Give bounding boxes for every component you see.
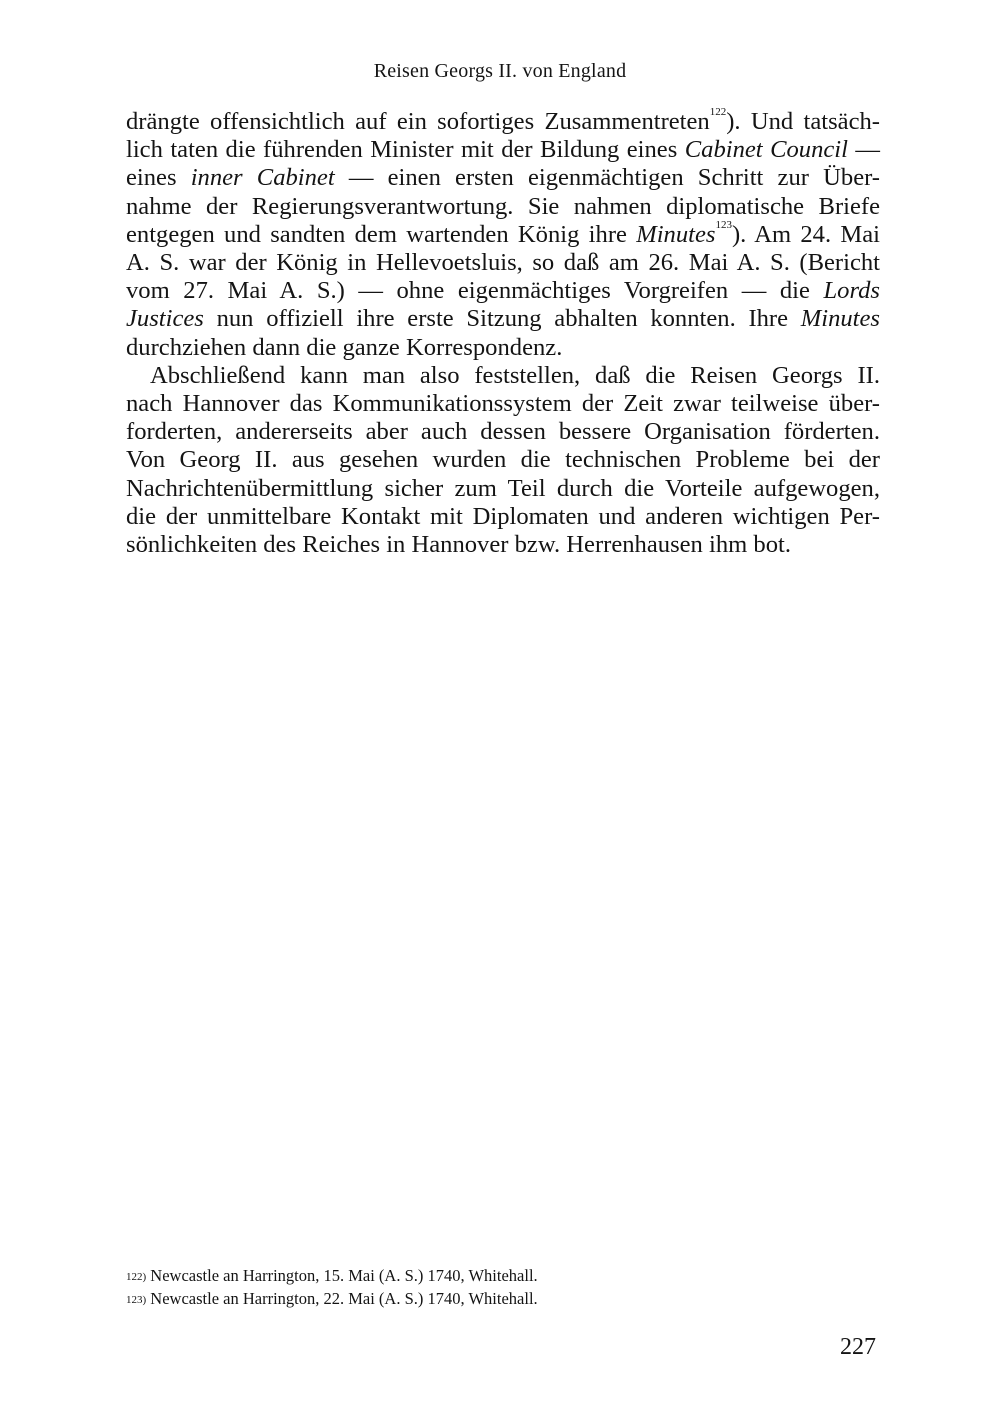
footnote-text: Newcastle an Harrington, 22. Mai (A. S.) 1740, Whitehall.	[146, 1289, 538, 1308]
italic-term: inner Cabinet	[190, 164, 335, 192]
italic-term: Justices	[126, 305, 204, 333]
body-text	[126, 108, 880, 559]
paragraph-1-line-6: A. S. war der König in Hellevoetsluis, so daß am 26. Mai A. S. (Bericht	[126, 249, 880, 277]
footnote-mark: 123)	[126, 1294, 147, 1306]
paragraph-1-line-3: eines inner Cabinet — einen ersten eigenmächtigen Schritt zur Über-	[126, 164, 880, 192]
paragraph-2-line-1: Abschließend kann man also feststellen, daß die Reisen Georgs II.	[150, 361, 880, 389]
paragraph-2-line-5: Nachrichtenübermittlung sicher zum Teil durch die Vorteile aufgewogen,	[126, 474, 880, 502]
paragraph-1-line-4: nahme der Regierungsverantwortung. Sie nahmen diplomatische Briefe	[126, 192, 880, 220]
paragraph-1-line-7: vom 27. Mai A. S.) — ohne eigenmächtiges Vorgreifen — die Lords	[126, 277, 880, 305]
footnote-123	[126, 1287, 880, 1310]
italic-term: Minutes	[636, 220, 716, 248]
page-number: 227	[840, 1334, 876, 1360]
footnote-text: Newcastle an Harrington, 15. Mai (A. S.) 1740, Whitehall.	[146, 1266, 538, 1285]
italic-term: Lords	[823, 277, 880, 305]
running-head: Reisen Georgs II. von England	[373, 60, 627, 82]
paragraph-1-line-5: entgegen und sandten dem wartenden König ihre Minutes$^{123}$). Am 24. Mai	[126, 218, 880, 248]
paragraph-2-line-2: nach Hannover das Kommunikationssystem der Zeit zwar teilweise über-	[126, 390, 880, 418]
paragraph-2-line-3: forderten, andererseits aber auch dessen bessere Organisation förderten.	[126, 418, 880, 446]
paragraph-2-line-4: Von Georg II. aus gesehen wurden die technischen Probleme bei der	[126, 446, 880, 474]
paragraph-1-line-1: drängte offensichtlich auf ein sofortiges Zusammentreten$^{122}$). Und tatsäch-	[126, 106, 880, 135]
paragraph-1-line-9: durchziehen dann die ganze Korrespondenz.	[126, 333, 563, 361]
paragraph-2-line-6: die der unmittelbare Kontakt mit Diplomaten und anderen wichtigen Per-	[126, 502, 880, 530]
paragraph-2	[126, 362, 880, 559]
italic-term: Cabinet Council	[684, 136, 848, 164]
paragraph-1-line-2: lich taten die führenden Minister mit der Bildung eines Cabinet Council —	[126, 136, 880, 164]
paragraph-1	[126, 108, 880, 362]
italic-term: Minutes	[800, 305, 880, 333]
footnote-122	[126, 1264, 880, 1287]
paragraph-1-line-8: Justices nun offiziell ihre erste Sitzung abhalten konnten. Ihre Minutes	[126, 305, 880, 333]
footnote-ref-122[interactable]: 122	[709, 106, 727, 118]
footnote-ref-123[interactable]: 123	[715, 218, 732, 231]
paragraph-2-line-7: sönlichkeiten des Reiches in Hannover bzw. Herrenhausen ihm bot.	[126, 531, 791, 559]
footnotes	[126, 1264, 880, 1310]
footnote-mark: 122)	[126, 1271, 147, 1283]
